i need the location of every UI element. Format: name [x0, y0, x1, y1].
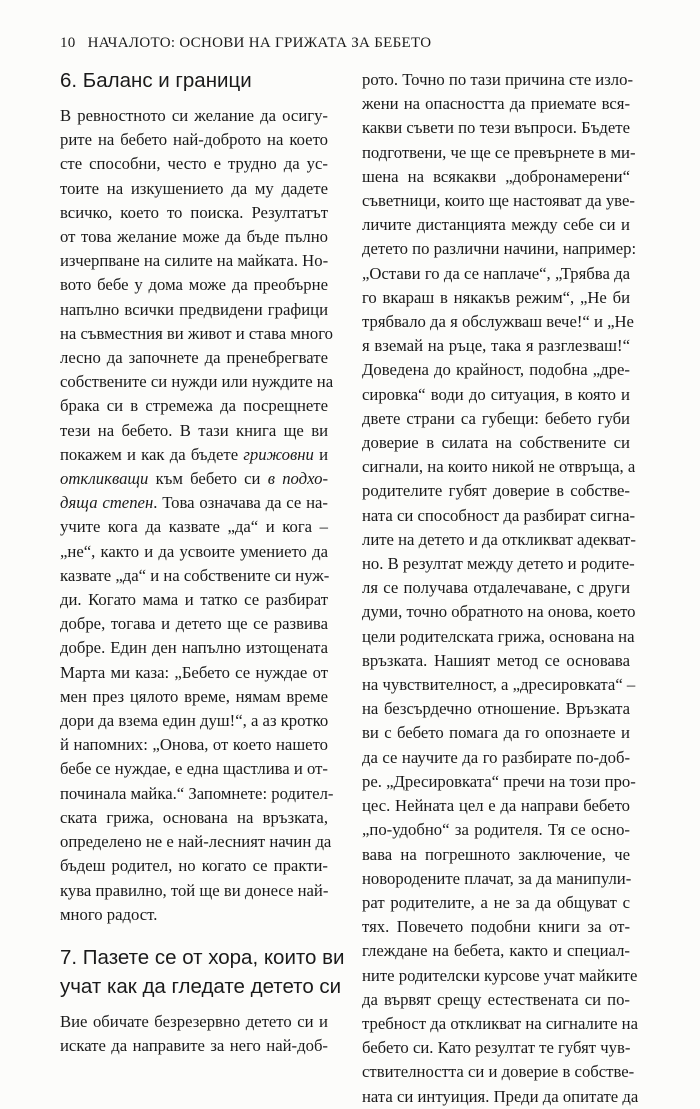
text-line: подготвени, че ще се превърнете в ми- — [362, 142, 636, 162]
text-line: новородените плачат, за да манипули- — [362, 868, 632, 888]
text-line: тоите на изкушението да му дадете — [60, 178, 328, 198]
text-line: глеждане на бебета, както и специал- — [362, 941, 630, 961]
text-line: Марта ми каза: „Бебето се нуждае от — [60, 662, 328, 682]
text-line: сировка“ води до ситуация, в която и — [362, 384, 630, 404]
text-line: на безсърдечно отношение. Връзката — [362, 699, 630, 719]
text-line: ви с бебето помага да го опознаете и — [362, 723, 630, 743]
text-line: да се научите да го разбирате по-доб- — [362, 747, 630, 767]
section-heading-beware — [60, 943, 345, 1001]
text-line: личите дистанцията между себе си и — [362, 215, 630, 235]
text-line: сигнали, на които никой не отвръща, а — [362, 457, 636, 477]
text-line: лите на детето и да откликват адекват- — [362, 529, 636, 549]
emphasis-text: грижовни — [243, 444, 314, 464]
text-line: шена на всякакви „добронамерени“ — [362, 166, 630, 186]
text-line: на чувствителност, а „дресировката“ – — [362, 675, 636, 695]
text-line: двете страни са губещи: бебето губи — [362, 408, 630, 428]
heading-line: учат как да гледате детето си — [60, 974, 342, 998]
text-line: Доведена до крайност, подобна „дре- — [362, 360, 630, 380]
text-line: „Остави го да се наплаче“, „Трябва да — [362, 263, 630, 283]
text-line: Вие обичате безрезервно детето си и — [60, 1011, 328, 1031]
text-line: бъдеш родител, но когато се практи- — [60, 856, 328, 876]
text-line: ната си интуиция. Преди да опитате да — [362, 1086, 639, 1106]
text-line: починала майка.“ Запомнете: родител- — [60, 783, 334, 803]
text-line: но. В резултат между детето и родите- — [362, 554, 635, 574]
right-column — [362, 68, 639, 1109]
text-line: рото. Точно по тази причина сте изло- — [362, 70, 634, 89]
running-head — [60, 35, 431, 52]
text-line: казвате „да“ и на собствените си нуж- — [60, 565, 330, 585]
text-line: да вървят срещу естествената си по- — [362, 989, 630, 1009]
continued-paragraph — [362, 68, 639, 1109]
text-line: мен през цялото време, нямам време — [60, 686, 328, 706]
heading-line: 7. Пазете се от хора, които ви — [60, 945, 345, 969]
text-line — [60, 443, 328, 467]
section-beware-paragraph — [60, 1010, 328, 1058]
text-segment: покажем и как да бъдете — [60, 444, 244, 464]
text-line: рите на бебето най-доброто на което — [60, 130, 328, 150]
text-line: изчерпване на силите на майката. Но- — [60, 251, 329, 271]
text-line: детето по различни начини, например: — [362, 239, 637, 259]
text-line: думи, точно обратното на онова, което — [362, 602, 636, 622]
text-line: я вземай на ръце, така я разглезваш!“ — [362, 336, 630, 356]
text-line: ди. Когато мама и татко се разбират — [60, 590, 328, 610]
text-line: учите кога да казвате „да“ и кога – — [60, 517, 328, 537]
text-line: го вкараш в някакъв режим“, „Не би — [362, 287, 630, 307]
text-line: кува правилно, той ще ви донесе най- — [60, 880, 329, 900]
text-line: „не“, както и да усвоите умението да — [60, 541, 328, 561]
text-line: напълно всички предвидени графици — [60, 299, 328, 319]
text-line: тях. Повечето подобни книги за от- — [362, 917, 630, 937]
text-line: лесно да започнете да пренебрегвате — [60, 348, 328, 368]
text-line: тези на бебето. В тази книга ще ви — [60, 420, 328, 440]
text-line: връзката. Нашият метод се основава — [362, 650, 630, 670]
text-line: добре, тогава и детето ще се развива — [60, 614, 328, 634]
text-segment: към бебето си — [148, 469, 268, 489]
text-segment: и — [313, 444, 328, 464]
text-line: какви съвети по тези въпроси. Бъдете — [362, 118, 630, 138]
text-line: бебе се нуждае, е една щастлива и от- — [60, 759, 328, 779]
text-line: много радост. — [60, 904, 158, 924]
text-line: вава на погрешното заключение, че — [362, 844, 630, 864]
text-line: цес. Нейната цел е да направи бебето — [362, 796, 630, 816]
text-line: ската грижа, основана на връзката, — [60, 807, 328, 827]
text-line: цели родителската грижа, основана на — [362, 626, 635, 646]
text-line: требност да откликват на сигналите на — [362, 1013, 638, 1033]
text-line: вото бебе у дома може да преобърне — [60, 275, 328, 295]
emphasis-text: дяща степен — [60, 493, 154, 513]
text-line: собствените си нужди или нуждите на — [60, 372, 334, 392]
text-line: на съвместния ви живот и става много — [60, 323, 333, 343]
text-line — [60, 467, 328, 491]
text-line: от това желание може да бъде пълно — [60, 227, 328, 247]
text-line: рат родителите, а не за да общуват с — [362, 892, 630, 912]
text-line: ните родителски курсове учат майките — [362, 965, 638, 985]
text-line: ре. „Дресировката“ пречи на този про- — [362, 771, 636, 791]
text-line: добре. Един ден напълно изтощената — [60, 638, 328, 658]
text-line: В ревностното си желание да осигу- — [60, 106, 328, 125]
chapter-title: НАЧАЛОТО: ОСНОВИ НА ГРИЖАТА ЗА БЕБЕТО — [87, 35, 432, 51]
emphasis-text: откликващи — [60, 469, 149, 489]
text-line: трябвало да я обслужваш вече!“ и „Не — [362, 312, 634, 332]
text-line: всичко, което то поиска. Резултатът — [60, 202, 328, 222]
text-line: определено не е най-лесният начин да — [60, 832, 332, 852]
text-line: брака си в стремежа да посрещнете — [60, 396, 328, 416]
section-balance-paragraph — [60, 104, 334, 927]
emphasis-text: в подхо- — [267, 469, 329, 489]
text-line: бебето си. Като резултат те губят чув- — [362, 1038, 631, 1058]
text-segment: . Това означава да се на- — [153, 493, 328, 513]
text-line — [60, 491, 328, 515]
text-line: ствителността си и доверие в собстве- — [362, 1062, 635, 1082]
text-line: родителите губят доверие в собстве- — [362, 481, 630, 501]
section-heading-balance: 6. Баланс и граници — [60, 69, 252, 92]
text-line: й напомних: „Онова, от което нашето — [60, 735, 328, 755]
text-line: ната си способност да разбират сигна- — [362, 505, 636, 525]
text-line: дори да взема един душ!“, а аз кротко — [60, 711, 329, 731]
text-line: доверие в силата на собствените си — [362, 433, 630, 453]
text-line: жени на опасността да приемате вся- — [362, 94, 630, 114]
text-line: сте способни, често е трудно да ус- — [60, 154, 328, 174]
page-number: 10 — [60, 35, 76, 51]
left-column — [60, 66, 345, 1058]
text-line: искате да направите за него най-доб- — [60, 1036, 328, 1056]
text-line: ля се получава отдалечаване, с други — [362, 578, 630, 598]
text-line: „по-удобно“ за родителя. Тя се осно- — [362, 820, 630, 840]
text-line: съветници, които ще настояват да уве- — [362, 191, 635, 211]
